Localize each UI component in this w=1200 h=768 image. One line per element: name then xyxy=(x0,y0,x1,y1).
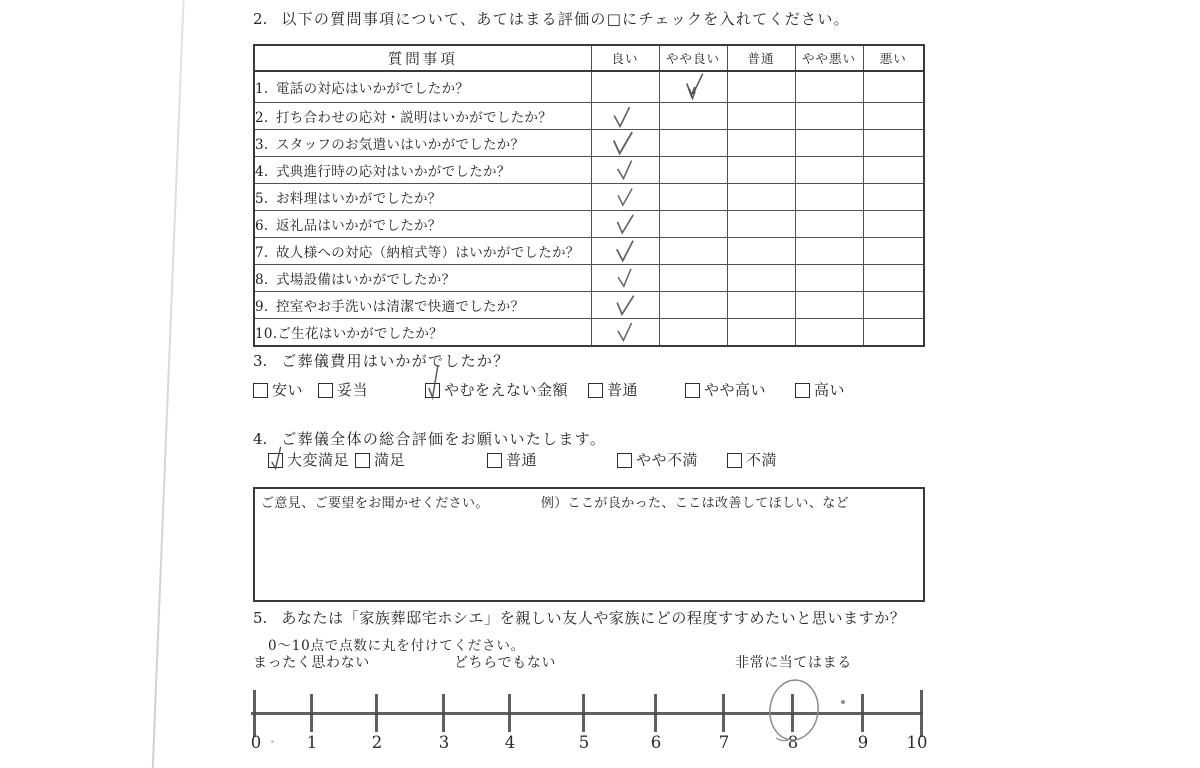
rating-cell xyxy=(659,319,727,347)
checkbox xyxy=(617,453,632,468)
section5-title: あなたは「家族葬邸宅ホシエ」を親しい友人や家族にどの程度すすめたいと思いますか？ xyxy=(281,609,906,627)
row-question: 控室やお手洗いは清潔で快適でしたか？ xyxy=(276,299,525,315)
rating-cell xyxy=(591,211,659,238)
option-dissatisfied: 不満 xyxy=(727,452,777,469)
rating-cell xyxy=(727,71,795,103)
rating-cell xyxy=(659,157,727,184)
rating-cell xyxy=(591,184,659,211)
anchor-label-low: まったく思わない xyxy=(253,655,370,671)
section3-number: 3. xyxy=(253,352,268,370)
row-question: 故人様への対応（納棺式等）はいかがでしたか？ xyxy=(276,245,580,261)
row-question: ご生花はいかがでしたか？ xyxy=(277,326,443,342)
checkbox xyxy=(355,453,370,468)
rating-cell xyxy=(863,157,924,184)
checkbox-checkmark-icon xyxy=(269,445,284,471)
scale-number: 6 xyxy=(650,733,662,752)
rating-cell xyxy=(727,157,795,184)
row-question: スタッフのお気遣いはいかがでしたか？ xyxy=(276,137,525,153)
row-number: 9. xyxy=(255,299,269,315)
column-header-normal: 普通 xyxy=(727,45,795,71)
rating-cell xyxy=(591,103,659,130)
rating-cell xyxy=(727,130,795,157)
row-number: 2. xyxy=(255,110,269,126)
section2-title: 以下の質問事項について、あてはまる評価の□にチェックを入れてください。 xyxy=(281,10,850,28)
checkmark-icon xyxy=(612,238,638,264)
column-header-fairly-good: やや良い xyxy=(659,45,727,71)
anchor-label-mid: どちらでもない xyxy=(454,655,557,671)
survey-table xyxy=(253,44,925,347)
column-header-question: 質問事項 xyxy=(254,45,591,71)
rating-cell xyxy=(727,238,795,265)
scale-tick xyxy=(508,694,511,732)
table-header-row xyxy=(254,45,924,71)
section2-heading xyxy=(253,8,850,29)
checkbox xyxy=(253,383,268,398)
section4-title: ご葬儀全体の総合評価をお願いいたします。 xyxy=(281,430,607,448)
scale-tick xyxy=(654,694,657,732)
scribbled-checkmark-icon xyxy=(681,72,705,102)
rating-cell xyxy=(863,184,924,211)
rating-cell xyxy=(795,211,863,238)
comment-box xyxy=(253,487,925,602)
rating-cell xyxy=(863,292,924,319)
table-row xyxy=(254,319,924,347)
table-row xyxy=(254,238,924,265)
option-cheap: 安い xyxy=(253,382,303,399)
checkmark-icon xyxy=(613,158,637,182)
rating-cell xyxy=(795,265,863,292)
scale-number: 4 xyxy=(504,733,516,752)
checkmark-icon xyxy=(610,105,635,130)
table-row xyxy=(254,265,924,292)
row-question: 打ち合わせの応対・説明はいかがでしたか？ xyxy=(276,110,552,126)
checkmark-icon xyxy=(614,321,637,344)
checkmark-icon xyxy=(613,266,636,289)
scale-number: 9 xyxy=(857,733,869,752)
pencil-circle-mark xyxy=(762,676,828,748)
scale-number: 3 xyxy=(438,733,450,752)
rating-cell xyxy=(863,103,924,130)
scale-number: 5 xyxy=(578,733,590,752)
column-header-bad: 悪い xyxy=(863,45,924,71)
option-normal-price: 普通 xyxy=(588,382,638,399)
row-number: 8. xyxy=(255,272,269,288)
section3-options xyxy=(0,382,1200,404)
scale-number: 10 xyxy=(906,733,928,752)
option-neutral: 普通 xyxy=(487,452,537,469)
checkbox xyxy=(795,383,810,398)
section3-heading xyxy=(253,350,510,371)
option-somewhat-dissatisfied: やや不満 xyxy=(617,452,698,469)
rating-cell xyxy=(727,319,795,347)
rating-cell xyxy=(659,292,727,319)
column-header-fairly-bad: やや悪い xyxy=(795,45,863,71)
checkbox xyxy=(727,453,742,468)
rating-cell xyxy=(591,157,659,184)
table-row xyxy=(254,103,924,130)
row-number: 4. xyxy=(255,164,269,180)
rating-cell xyxy=(863,319,924,347)
checkbox xyxy=(588,383,603,398)
scale-number: 0 xyxy=(250,733,262,752)
rating-cell xyxy=(795,157,863,184)
table-row xyxy=(254,292,924,319)
section5-heading xyxy=(253,607,905,628)
row-number: 5. xyxy=(255,191,269,207)
checkbox xyxy=(268,453,283,468)
checkbox xyxy=(425,383,440,398)
rating-cell xyxy=(659,211,727,238)
rating-cell xyxy=(591,319,659,347)
row-number: 10. xyxy=(255,326,278,342)
option-unavoidable-amount: やむをえない金額 xyxy=(425,382,568,399)
rating-cell xyxy=(591,130,659,157)
section4-heading xyxy=(253,428,606,449)
row-question: お料理はいかがでしたか？ xyxy=(276,191,442,207)
scale-tick xyxy=(582,694,585,732)
table-row xyxy=(254,130,924,157)
rating-cell xyxy=(659,130,727,157)
section5-number: 5. xyxy=(253,609,268,627)
column-header-good: 良い xyxy=(591,45,659,71)
scale-number: 7 xyxy=(718,733,730,752)
checkbox xyxy=(318,383,333,398)
rating-cell xyxy=(795,103,863,130)
rating-cell xyxy=(659,71,727,103)
anchor-label-high: 非常に当てはまる xyxy=(735,655,852,671)
rating-cell xyxy=(727,292,795,319)
scale-number: 8 xyxy=(787,733,799,752)
checkbox-checkmark-icon xyxy=(426,364,441,401)
checkbox xyxy=(487,453,502,468)
row-number: 3. xyxy=(255,137,269,153)
comment-prompt: ご意見、ご要望をお聞かせください。 xyxy=(261,496,489,511)
checkmark-icon xyxy=(613,212,638,237)
rating-cell xyxy=(659,265,727,292)
row-number: 7. xyxy=(255,245,269,261)
option-expensive: 高い xyxy=(795,382,845,399)
checkbox xyxy=(685,383,700,398)
scale-tick xyxy=(722,694,725,732)
rating-cell xyxy=(591,71,659,103)
scale-tick xyxy=(253,690,256,737)
scan-speck xyxy=(271,740,274,743)
rating-cell xyxy=(591,265,659,292)
rating-cell xyxy=(795,319,863,347)
checkmark-icon xyxy=(612,292,638,318)
rating-cell xyxy=(659,184,727,211)
table-row xyxy=(254,71,924,103)
checkmark-icon xyxy=(614,186,635,207)
rating-cell xyxy=(659,103,727,130)
rating-cell xyxy=(863,265,924,292)
rating-cell xyxy=(863,211,924,238)
rating-cell xyxy=(795,292,863,319)
rating-cell xyxy=(591,238,659,265)
rating-cell xyxy=(727,103,795,130)
row-number: 6. xyxy=(255,218,269,234)
scale-tick xyxy=(375,694,378,732)
option-somewhat-expensive: やや高い xyxy=(685,382,766,399)
rating-cell xyxy=(659,238,727,265)
scale-tick xyxy=(861,694,864,732)
comment-example: 例）ここが良かった、ここは改善してほしい、など xyxy=(540,496,850,511)
scale-tick xyxy=(442,694,445,732)
rating-cell xyxy=(863,71,924,103)
rating-cell xyxy=(727,265,795,292)
rating-cell xyxy=(591,292,659,319)
row-question: 式場設備はいかがでしたか？ xyxy=(276,272,456,288)
rating-cell xyxy=(863,130,924,157)
row-question: 電話の対応はいかがでしたか？ xyxy=(276,81,470,97)
scale-number: 2 xyxy=(371,733,383,752)
rating-cell xyxy=(795,130,863,157)
row-number: 1. xyxy=(255,81,269,97)
option-satisfied: 満足 xyxy=(355,452,405,469)
rating-cell xyxy=(863,238,924,265)
scale-number: 1 xyxy=(306,733,318,752)
option-very-satisfied: 大変満足 xyxy=(268,452,349,469)
table-row xyxy=(254,157,924,184)
scan-speck xyxy=(841,700,845,704)
table-row xyxy=(254,211,924,238)
table-row xyxy=(254,184,924,211)
section4-options xyxy=(0,452,1200,474)
rating-cell xyxy=(795,184,863,211)
rating-cell xyxy=(795,238,863,265)
option-reasonable: 妥当 xyxy=(318,382,368,399)
rating-cell xyxy=(727,211,795,238)
section4-number: 4. xyxy=(253,430,268,448)
scale-tick xyxy=(310,694,313,732)
row-question: 式典進行時の応対はいかがでしたか？ xyxy=(276,164,511,180)
section2-number: 2. xyxy=(253,10,268,28)
section5-instruction: 0～10点で点数に丸を付けてください。 xyxy=(268,638,525,654)
row-question: 返礼品はいかがでしたか？ xyxy=(276,218,442,234)
checkmark-icon xyxy=(608,129,637,158)
rating-cell xyxy=(727,184,795,211)
section3-title: ご葬儀費用はいかがでしたか？ xyxy=(281,352,510,370)
rating-cell xyxy=(795,71,863,103)
scale-tick xyxy=(920,690,923,737)
